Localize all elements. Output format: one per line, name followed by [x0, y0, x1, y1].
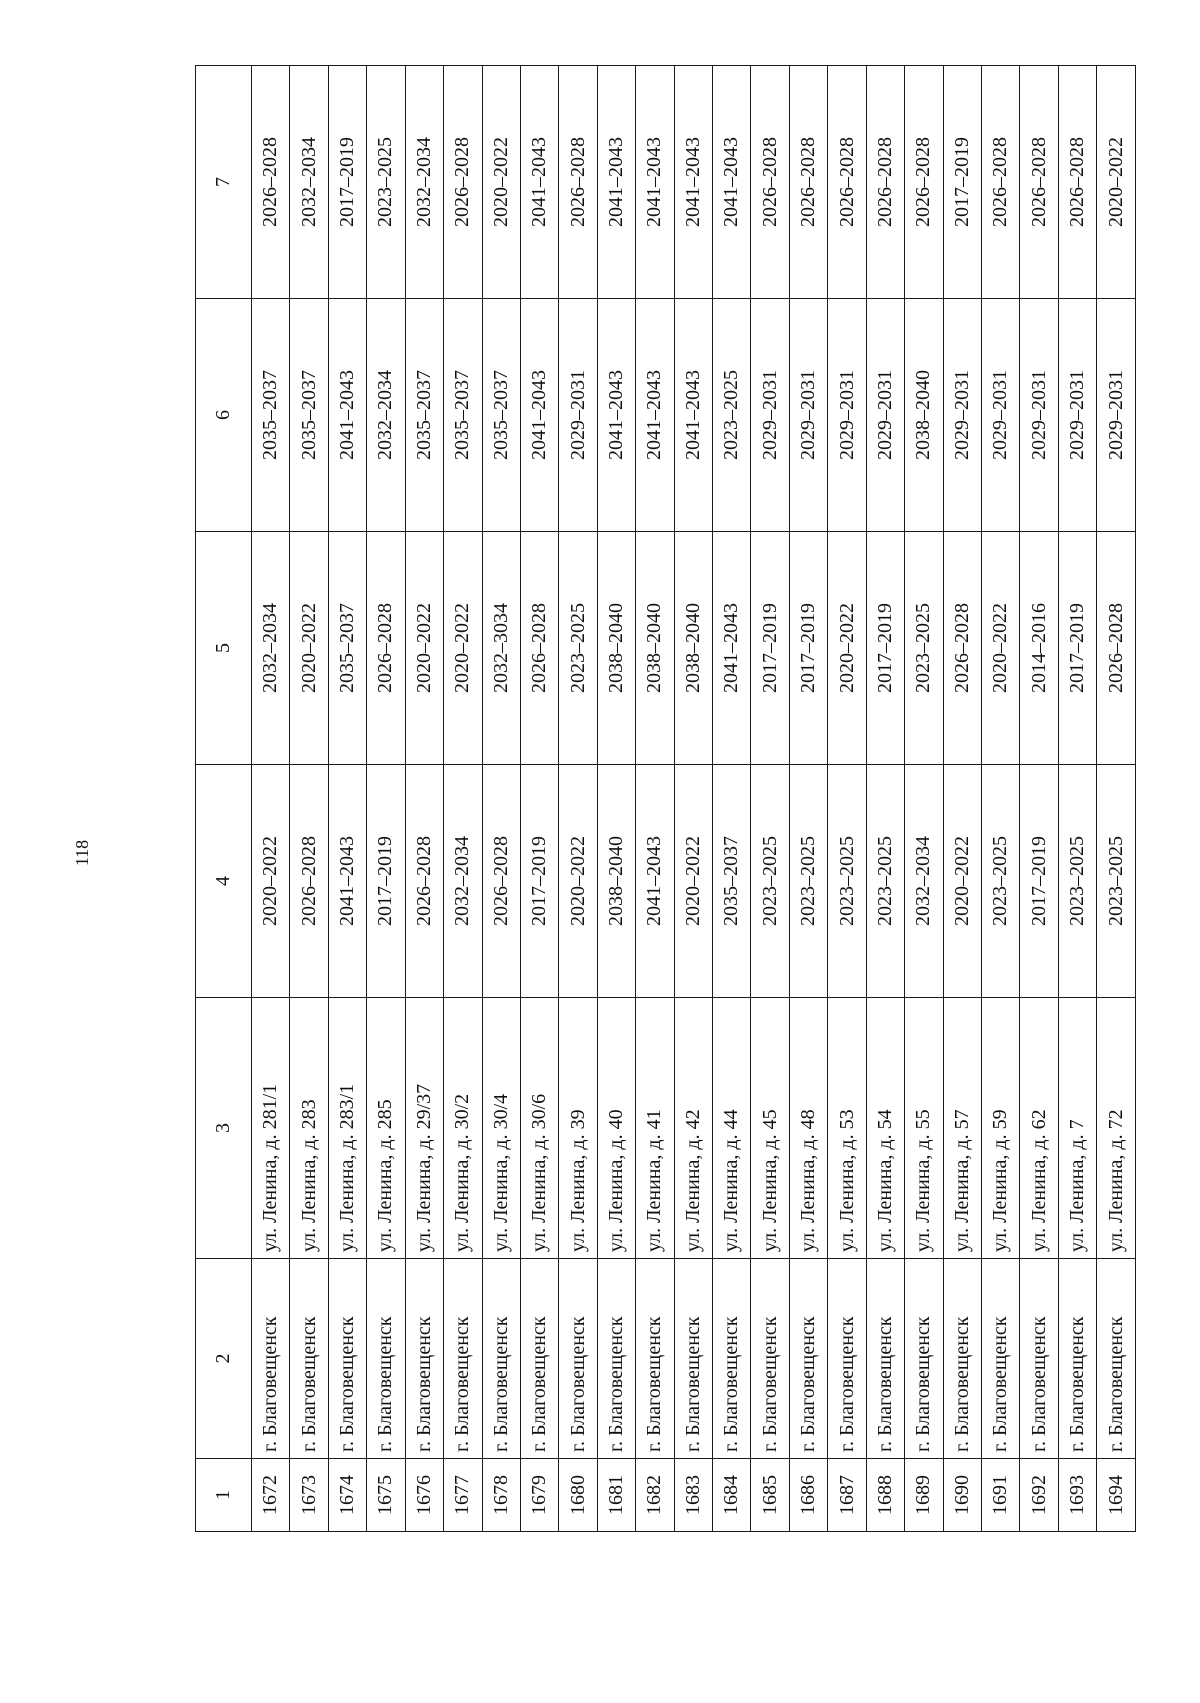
table-row [367, 66, 405, 1532]
period-cell-5: 2035–2037 [328, 532, 366, 765]
city-cell: г. Благовещенск [828, 1259, 866, 1459]
city-cell: г. Благовещенск [789, 1259, 827, 1459]
period-cell-7: 2026–2028 [751, 66, 789, 299]
address-cell: ул. Ленина, д. 44 [713, 998, 751, 1259]
city-cell: г. Благовещенск [905, 1259, 943, 1459]
row-number-cell: 1674 [328, 1459, 366, 1532]
period-cell-4: 2026–2028 [290, 765, 328, 998]
row-number-cell: 1680 [559, 1459, 597, 1532]
city-cell: г. Благовещенск [1058, 1259, 1096, 1459]
address-cell: ул. Ленина, д. 54 [866, 998, 904, 1259]
period-cell-7: 2032–2034 [405, 66, 443, 299]
address-cell: ул. Ленина, д. 283/1 [328, 998, 366, 1259]
period-cell-4: 2020–2022 [674, 765, 712, 998]
period-cell-7: 2041–2043 [597, 66, 635, 299]
table-row [982, 66, 1020, 1532]
table-row [751, 66, 789, 1532]
period-cell-5: 2017–2019 [789, 532, 827, 765]
row-number-cell: 1690 [943, 1459, 981, 1532]
city-cell: г. Благовещенск [674, 1259, 712, 1459]
period-cell-6: 2041–2043 [597, 299, 635, 532]
table-row [290, 66, 328, 1532]
period-cell-4: 2041–2043 [636, 765, 674, 998]
table-row [905, 66, 943, 1532]
period-cell-5: 2026–2028 [367, 532, 405, 765]
period-cell-7: 2041–2043 [636, 66, 674, 299]
table-row [520, 66, 558, 1532]
period-cell-7: 2026–2028 [828, 66, 866, 299]
period-cell-4: 2023–2025 [828, 765, 866, 998]
period-cell-6: 2041–2043 [328, 299, 366, 532]
city-cell: г. Благовещенск [328, 1259, 366, 1459]
address-cell: ул. Ленина, д. 30/6 [520, 998, 558, 1259]
period-cell-5: 2032–2034 [252, 532, 290, 765]
period-cell-4: 2041–2043 [328, 765, 366, 998]
address-cell: ул. Ленина, д. 62 [1020, 998, 1058, 1259]
period-cell-6: 2035–2037 [252, 299, 290, 532]
address-cell: ул. Ленина, д. 55 [905, 998, 943, 1259]
period-cell-6: 2029–2031 [1058, 299, 1096, 532]
period-cell-5: 2020–2022 [828, 532, 866, 765]
period-cell-7: 2032–2034 [290, 66, 328, 299]
period-cell-5: 2038–2040 [636, 532, 674, 765]
period-cell-7: 2020–2022 [1097, 66, 1136, 299]
period-cell-7: 2026–2028 [982, 66, 1020, 299]
period-cell-7: 2026–2028 [444, 66, 482, 299]
repair-schedule-table [195, 65, 1136, 1532]
period-cell-7: 2023–2025 [367, 66, 405, 299]
period-cell-7: 2041–2043 [520, 66, 558, 299]
period-cell-6: 2041–2043 [636, 299, 674, 532]
city-cell: г. Благовещенск [559, 1259, 597, 1459]
period-cell-4: 2026–2028 [482, 765, 520, 998]
address-cell: ул. Ленина, д. 30/2 [444, 998, 482, 1259]
table-row [789, 66, 827, 1532]
table-body [252, 66, 1136, 1532]
period-cell-4: 2017–2019 [1020, 765, 1058, 998]
period-cell-5: 2020–2022 [444, 532, 482, 765]
column-header-2: 2 [196, 1259, 252, 1459]
period-cell-7: 2026–2028 [866, 66, 904, 299]
period-cell-7: 2026–2028 [1020, 66, 1058, 299]
row-number-cell: 1678 [482, 1459, 520, 1532]
row-number-cell: 1683 [674, 1459, 712, 1532]
period-cell-4: 2017–2019 [367, 765, 405, 998]
period-cell-5: 2020–2022 [982, 532, 1020, 765]
period-cell-5: 2026–2028 [943, 532, 981, 765]
period-cell-6: 2035–2037 [290, 299, 328, 532]
period-cell-5: 2041–2043 [713, 532, 751, 765]
period-cell-7: 2041–2043 [674, 66, 712, 299]
period-cell-5: 2014–2016 [1020, 532, 1058, 765]
row-number-cell: 1675 [367, 1459, 405, 1532]
row-number-cell: 1672 [252, 1459, 290, 1532]
city-cell: г. Благовещенск [597, 1259, 635, 1459]
table-row [1097, 66, 1136, 1532]
city-cell: г. Благовещенск [482, 1259, 520, 1459]
row-number-cell: 1682 [636, 1459, 674, 1532]
row-number-cell: 1685 [751, 1459, 789, 1532]
row-number-cell: 1676 [405, 1459, 443, 1532]
table-row [405, 66, 443, 1532]
row-number-cell: 1691 [982, 1459, 1020, 1532]
period-cell-6: 2029–2031 [828, 299, 866, 532]
period-cell-7: 2020–2022 [482, 66, 520, 299]
table-row [252, 66, 290, 1532]
column-header-7: 7 [196, 66, 252, 299]
address-cell: ул. Ленина, д. 72 [1097, 998, 1136, 1259]
period-cell-6: 2023–2025 [713, 299, 751, 532]
period-cell-6: 2035–2037 [482, 299, 520, 532]
city-cell: г. Благовещенск [520, 1259, 558, 1459]
address-cell: ул. Ленина, д. 281/1 [252, 998, 290, 1259]
row-number-cell: 1692 [1020, 1459, 1058, 1532]
period-cell-7: 2017–2019 [943, 66, 981, 299]
period-cell-5: 2023–2025 [905, 532, 943, 765]
period-cell-4: 2020–2022 [559, 765, 597, 998]
table-row [559, 66, 597, 1532]
table-row [328, 66, 366, 1532]
period-cell-7: 2026–2028 [789, 66, 827, 299]
period-cell-6: 2029–2031 [982, 299, 1020, 532]
row-number-cell: 1673 [290, 1459, 328, 1532]
address-cell: ул. Ленина, д. 7 [1058, 998, 1096, 1259]
table-row [674, 66, 712, 1532]
period-cell-6: 2029–2031 [751, 299, 789, 532]
period-cell-4: 2020–2022 [252, 765, 290, 998]
period-cell-4: 2023–2025 [866, 765, 904, 998]
period-cell-4: 2026–2028 [405, 765, 443, 998]
period-cell-7: 2026–2028 [559, 66, 597, 299]
address-cell: ул. Ленина, д. 40 [597, 998, 635, 1259]
row-number-cell: 1687 [828, 1459, 866, 1532]
city-cell: г. Благовещенск [367, 1259, 405, 1459]
address-cell: ул. Ленина, д. 57 [943, 998, 981, 1259]
period-cell-5: 2026–2028 [520, 532, 558, 765]
row-number-cell: 1679 [520, 1459, 558, 1532]
row-number-cell: 1689 [905, 1459, 943, 1532]
table-row [1058, 66, 1096, 1532]
row-number-cell: 1688 [866, 1459, 904, 1532]
period-cell-6: 2029–2031 [789, 299, 827, 532]
period-cell-7: 2041–2043 [713, 66, 751, 299]
period-cell-4: 2032–2034 [905, 765, 943, 998]
period-cell-6: 2035–2037 [444, 299, 482, 532]
city-cell: г. Благовещенск [636, 1259, 674, 1459]
period-cell-4: 2032–2034 [444, 765, 482, 998]
period-cell-4: 2023–2025 [751, 765, 789, 998]
city-cell: г. Благовещенск [290, 1259, 328, 1459]
page-number: 118 [72, 839, 92, 867]
period-cell-6: 2041–2043 [674, 299, 712, 532]
city-cell: г. Благовещенск [405, 1259, 443, 1459]
city-cell: г. Благовещенск [982, 1259, 1020, 1459]
period-cell-5: 2020–2022 [405, 532, 443, 765]
city-cell: г. Благовещенск [943, 1259, 981, 1459]
period-cell-6: 2029–2031 [1097, 299, 1136, 532]
row-number-cell: 1677 [444, 1459, 482, 1532]
address-cell: ул. Ленина, д. 283 [290, 998, 328, 1259]
table-header-row [196, 66, 252, 1532]
table-row [1020, 66, 1058, 1532]
period-cell-5: 2026–2028 [1097, 532, 1136, 765]
period-cell-4: 2038–2040 [597, 765, 635, 998]
period-cell-4: 2023–2025 [789, 765, 827, 998]
period-cell-7: 2026–2028 [252, 66, 290, 299]
city-cell: г. Благовещенск [751, 1259, 789, 1459]
table-row [597, 66, 635, 1532]
row-number-cell: 1684 [713, 1459, 751, 1532]
period-cell-6: 2032–2034 [367, 299, 405, 532]
table-row [713, 66, 751, 1532]
address-cell: ул. Ленина, д. 29/37 [405, 998, 443, 1259]
period-cell-7: 2017–2019 [328, 66, 366, 299]
period-cell-6: 2035–2037 [405, 299, 443, 532]
period-cell-4: 2023–2025 [1097, 765, 1136, 998]
row-number-cell: 1694 [1097, 1459, 1136, 1532]
column-header-5: 5 [196, 532, 252, 765]
period-cell-6: 2029–2031 [943, 299, 981, 532]
address-cell: ул. Ленина, д. 41 [636, 998, 674, 1259]
city-cell: г. Благовещенск [1097, 1259, 1136, 1459]
period-cell-4: 2023–2025 [1058, 765, 1096, 998]
period-cell-7: 2026–2028 [905, 66, 943, 299]
table-row [943, 66, 981, 1532]
period-cell-4: 2020–2022 [943, 765, 981, 998]
table-row [444, 66, 482, 1532]
period-cell-6: 2029–2031 [866, 299, 904, 532]
address-cell: ул. Ленина, д. 30/4 [482, 998, 520, 1259]
city-cell: г. Благовещенск [866, 1259, 904, 1459]
period-cell-4: 2017–2019 [520, 765, 558, 998]
period-cell-5: 2038–2040 [597, 532, 635, 765]
column-header-6: 6 [196, 299, 252, 532]
row-number-cell: 1686 [789, 1459, 827, 1532]
period-cell-7: 2026–2028 [1058, 66, 1096, 299]
city-cell: г. Благовещенск [252, 1259, 290, 1459]
period-cell-5: 2017–2019 [751, 532, 789, 765]
period-cell-5: 2038–2040 [674, 532, 712, 765]
address-cell: ул. Ленина, д. 45 [751, 998, 789, 1259]
table-row [636, 66, 674, 1532]
period-cell-5: 2017–2019 [866, 532, 904, 765]
period-cell-6: 2038–2040 [905, 299, 943, 532]
period-cell-4: 2035–2037 [713, 765, 751, 998]
table-row [482, 66, 520, 1532]
column-header-3: 3 [196, 998, 252, 1259]
column-header-1: 1 [196, 1459, 252, 1532]
period-cell-4: 2023–2025 [982, 765, 1020, 998]
period-cell-6: 2041–2043 [520, 299, 558, 532]
address-cell: ул. Ленина, д. 48 [789, 998, 827, 1259]
period-cell-5: 2023–2025 [559, 532, 597, 765]
address-cell: ул. Ленина, д. 42 [674, 998, 712, 1259]
table-row [828, 66, 866, 1532]
address-cell: ул. Ленина, д. 59 [982, 998, 1020, 1259]
period-cell-5: 2020–2022 [290, 532, 328, 765]
city-cell: г. Благовещенск [1020, 1259, 1058, 1459]
period-cell-6: 2029–2031 [1020, 299, 1058, 532]
table-row [866, 66, 904, 1532]
rotated-table-container [195, 137, 1136, 1532]
column-header-4: 4 [196, 765, 252, 998]
city-cell: г. Благовещенск [444, 1259, 482, 1459]
address-cell: ул. Ленина, д. 285 [367, 998, 405, 1259]
row-number-cell: 1681 [597, 1459, 635, 1532]
period-cell-6: 2029–2031 [559, 299, 597, 532]
address-cell: ул. Ленина, д. 39 [559, 998, 597, 1259]
city-cell: г. Благовещенск [713, 1259, 751, 1459]
period-cell-5: 2032–3034 [482, 532, 520, 765]
period-cell-5: 2017–2019 [1058, 532, 1096, 765]
address-cell: ул. Ленина, д. 53 [828, 998, 866, 1259]
row-number-cell: 1693 [1058, 1459, 1096, 1532]
